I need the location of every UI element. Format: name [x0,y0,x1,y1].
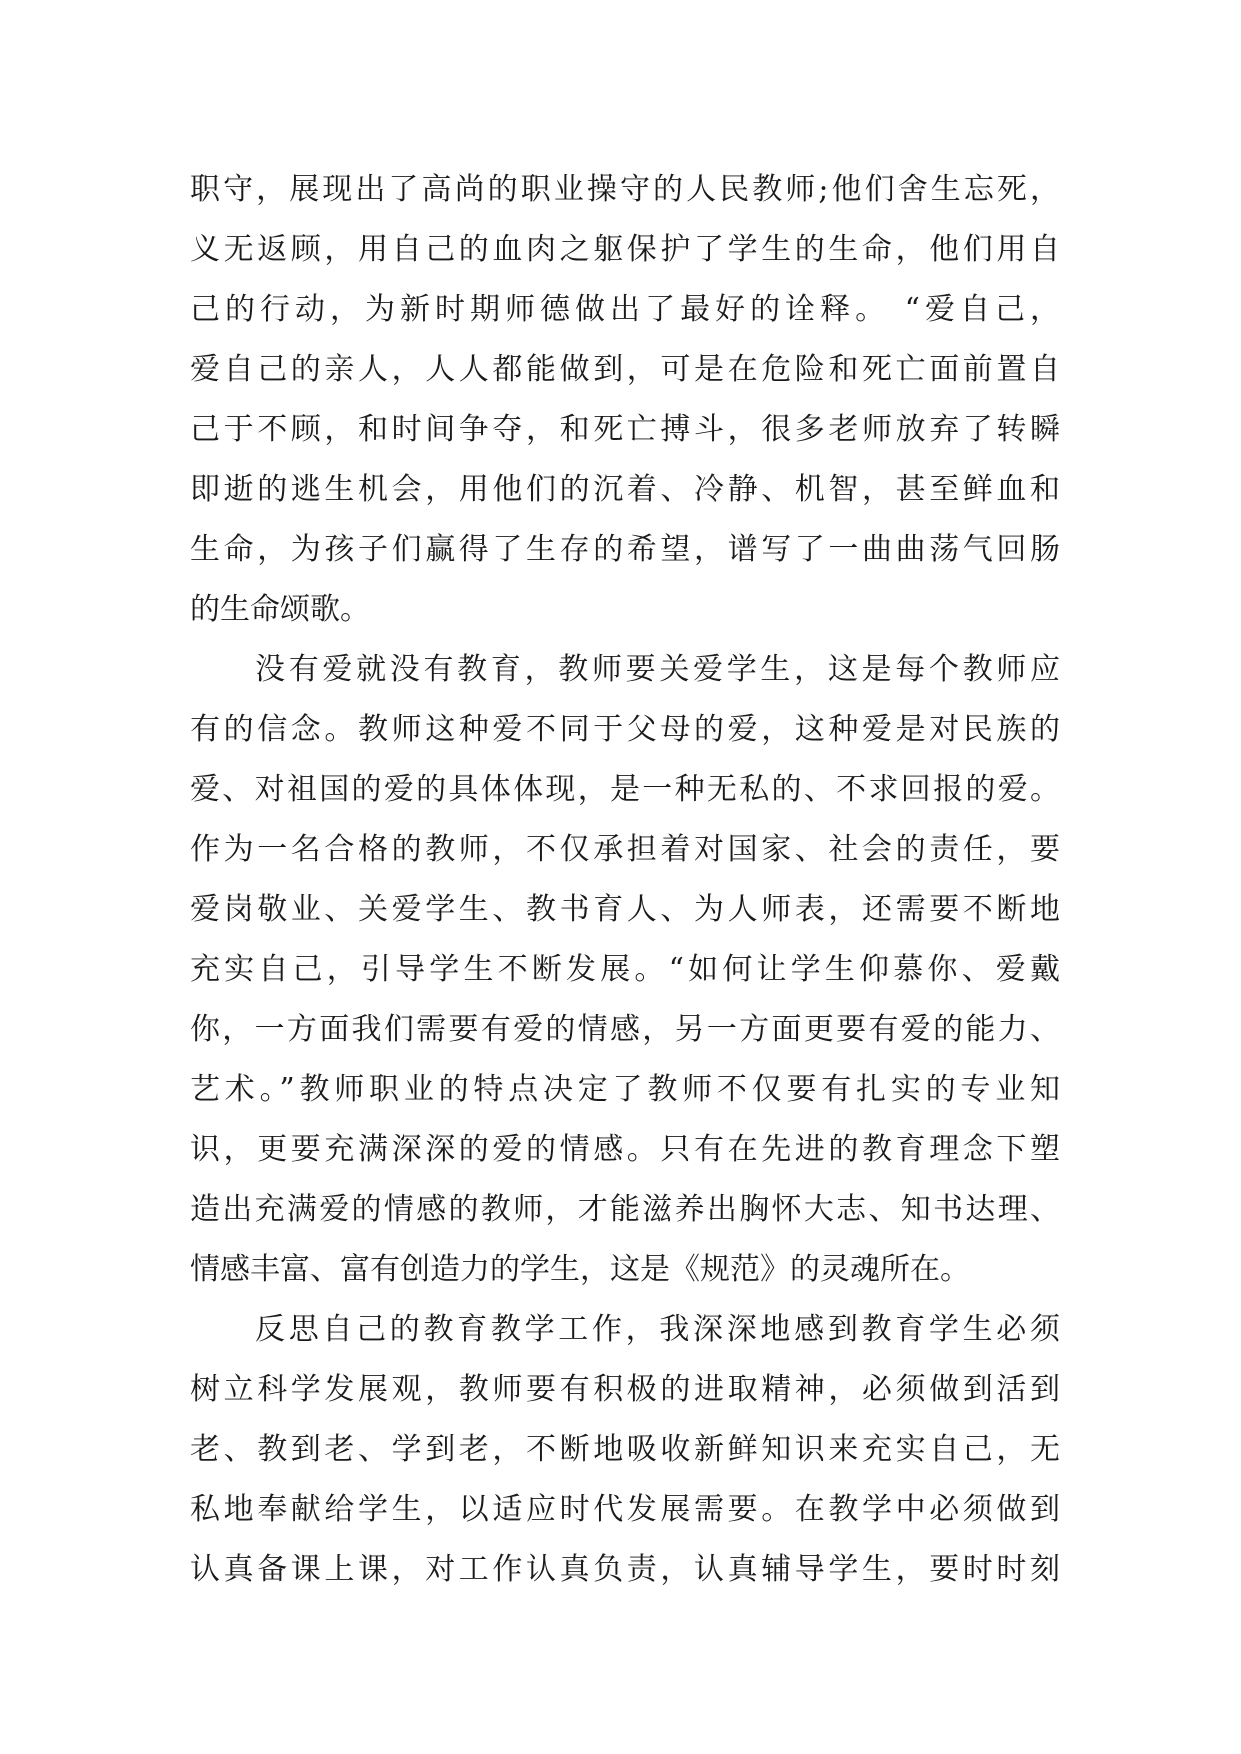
text-line: 私地奉献给学生，以适应时代发展需要。在教学中必须做到 [190,1492,1060,1527]
text-line: 反思自己的教育教学工作，我深深地感到教育学生必须 [255,1312,1060,1347]
text-line: 没有爱就没有教育，教师要关爱学生，这是每个教师应 [255,652,1060,687]
text-line: 造出充满爱的情感的教师，才能滋养出胸怀大志、知书达理、 [190,1192,1060,1227]
paragraph-1 [190,160,1060,640]
body-text [190,160,1060,1600]
text-line: 有的信念。教师这种爱不同于父母的爱，这种爱是对民族的 [190,712,1060,747]
text-line: 充实自己，引导学生不断发展。“如何让学生仰慕你、爱戴 [190,952,1060,987]
text-line: 职守，展现出了高尚的职业操守的人民教师;他们舍生忘死， [190,172,1060,207]
text-line: 己的行动，为新时期师德做出了最好的诠释。 “爱自己， [190,292,1060,327]
text-line: 即逝的逃生机会，用他们的沉着、冷静、机智，甚至鲜血和 [190,472,1060,507]
text-line: 你，一方面我们需要有爱的情感，另一方面更要有爱的能力、 [190,1012,1060,1047]
text-line: 情感丰富、富有创造力的学生，这是《规范》的灵魂所在。 [190,1252,970,1287]
text-line: 树立科学发展观，教师要有积极的进取精神，必须做到活到 [190,1372,1060,1407]
text-line: 己于不顾，和时间争夺，和死亡搏斗，很多老师放弃了转瞬 [190,412,1060,447]
paragraph-2 [190,640,1060,1300]
text-line: 老、教到老、学到老，不断地吸收新鲜知识来充实自己，无 [190,1432,1060,1467]
text-line: 生命，为孩子们赢得了生存的希望，谱写了一曲曲荡气回肠 [190,532,1060,567]
text-line: 爱自己的亲人，人人都能做到，可是在危险和死亡面前置自 [190,352,1060,387]
paragraph-3 [190,1300,1060,1600]
text-line: 识，更要充满深深的爱的情感。只有在先进的教育理念下塑 [190,1132,1060,1167]
text-line: 爱岗敬业、关爱学生、教书育人、为人师表，还需要不断地 [190,892,1060,927]
text-line: 作为一名合格的教师，不仅承担着对国家、社会的责任，要 [190,832,1060,867]
text-line: 爱、对祖国的爱的具体体现，是一种无私的、不求回报的爱。 [190,772,1060,807]
text-line: 的生命颂歌。 [190,592,370,627]
text-line: 义无返顾，用自己的血肉之躯保护了学生的生命，他们用自 [190,232,1060,267]
text-line: 艺术。”教师职业的特点决定了教师不仅要有扎实的专业知 [190,1072,1060,1107]
text-line: 认真备课上课，对工作认真负责，认真辅导学生，要时时刻 [190,1552,1060,1587]
